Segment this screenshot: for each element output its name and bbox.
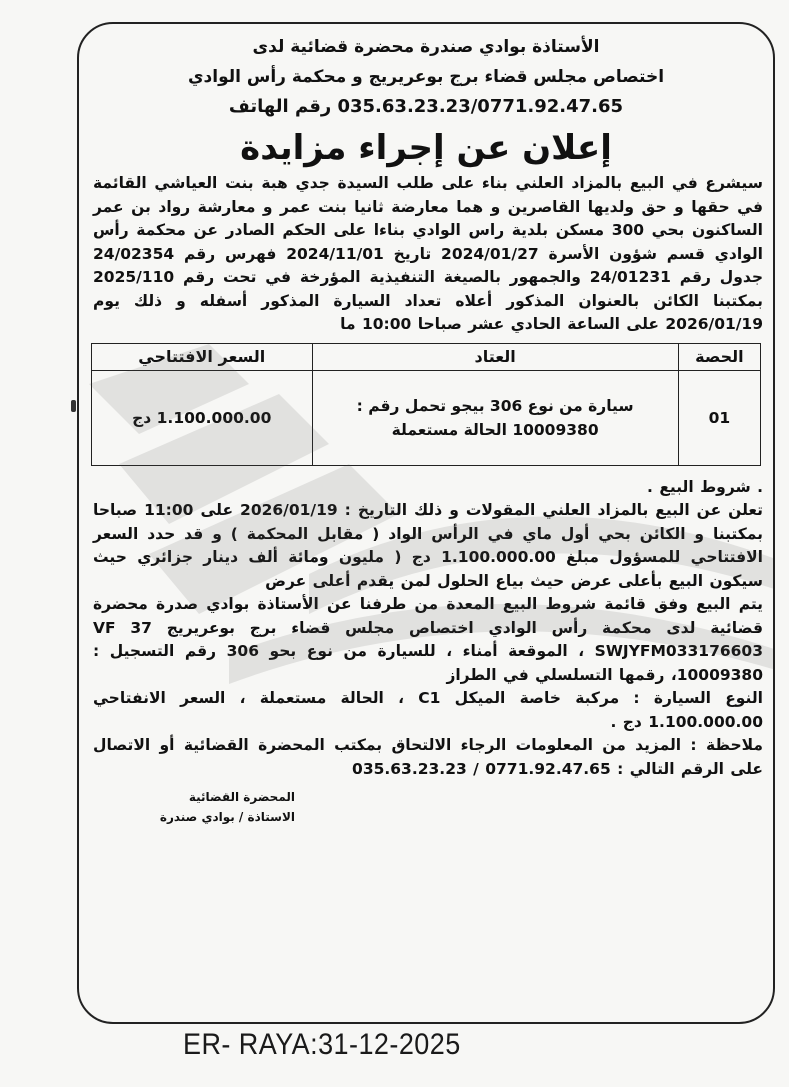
signature-title: المحضرة القضائية (188, 790, 295, 804)
table-row (92, 370, 761, 465)
conditions-paragraph-1: تعلن عن البيع بالمزاد العلني المقولات و ذلك التاريخ : 2026/01/19 على 11:00 صباحا بمكتبنا و الكائن بحي أول ماي في الرأس الواد ( مقابل المحكمة ) و قد حدد السعر الافتتاحي للمسؤول مبلغ 1.100.000.00 دج ( مليون ومائة ألف دينار جزائري حيث سيكون البيع بأعلى عرض حيث بياع الحلول لمن يقدم أعلى عرض (93, 501, 764, 590)
announcement-title: إعلان عن إجراء مزايدة (240, 128, 612, 168)
header-price: السعر الافتتاحي (92, 343, 313, 370)
lots-table-header (92, 343, 761, 370)
lot-price: 1.100.000.00 دج (92, 370, 313, 465)
header-phone-line: 035.63.23.23/0771.92.47.65 رقم الهاتف (228, 96, 624, 117)
margin-mark (71, 400, 76, 412)
conditions-paragraph-3: النوع السيارة : مركبة خاصة الميكل C1 ، الحالة مستعملة ، السعر الانفتاحي 1.100.000.00 دج . (93, 689, 763, 731)
intro-paragraph: سيشرع في البيع بالمزاد العلني بناء على طلب السيدة جدي هبة بنت العياشي القائمة في حقها و حق ولديها القاصرين و هما معارضة ثانيا بنت عمر و معارشة رواد بن عمر الساكنون بحي 300 مسكن بلدية راس الوادي بناءا على الحكم الصادر عن محكمة رأس الوادي قسم شؤون الأسرة 2024/01/27 تاريخ 2024/11/01 فهرس رقم 24/02354 جدول رقم 24/01231 والجمهور بالصيغة التنفيذية المؤرخة في تحت رقم 2025/110 بمكتبنا الكائن بالعنوان المذكور أعلاه تعداد السيارة المذكور أسفله و ذلك يوم 2026/01/19 على الساعة الحادي عشر صباحا 10:00 ما (93, 174, 763, 333)
bailiff-header (79, 32, 773, 122)
lot-number: 01 (678, 370, 760, 465)
signature-block (79, 787, 773, 827)
header-lot: الحصة (678, 343, 760, 370)
signature-name: الاستاذة / بوادي صندرة (159, 810, 295, 824)
publication-footer: ER- RAYA:31-12-2025 (183, 1028, 461, 1061)
conditions-title: . شروط البيع . (647, 477, 763, 496)
lot-item: سيارة من نوع 306 بيجو تحمل رقم : 10009380 الحالة مستعملة (312, 370, 678, 465)
announcement-frame (77, 22, 775, 1024)
conditions-paragraph-2: يتم البيع وفق قائمة شروط البيع المعدة من طرفنا عن الأستاذة بوادي صدرة محضرة قضائية لدى محكمة رأس الوادي اختصاص مجلس قضاء برج بوعريريج VF 37 SWJYFM033176603 ، الموقعة أمناء ، للسيارة من نوع بحو 306 رقم التسجيل : 10009380، رقمها التسلسلي في الطراز (93, 595, 763, 684)
lots-table (91, 343, 761, 466)
header-item: العتاد (312, 343, 678, 370)
note-paragraph: ملاحظة : المزيد من المعلومات الرجاء الالتحاق بمكتب المحضرة القضائية أو الاتصال على الرقم التالي : 0771.92.47.65 / 035.63.23.23 (93, 736, 763, 778)
header-line-2: اختصاص مجلس قضاء برج بوعريريج و محكمة رأس الوادي (187, 67, 665, 87)
header-line-1: الأستاذة بوادي صندرة محضرة قضائية لدى (252, 37, 600, 57)
